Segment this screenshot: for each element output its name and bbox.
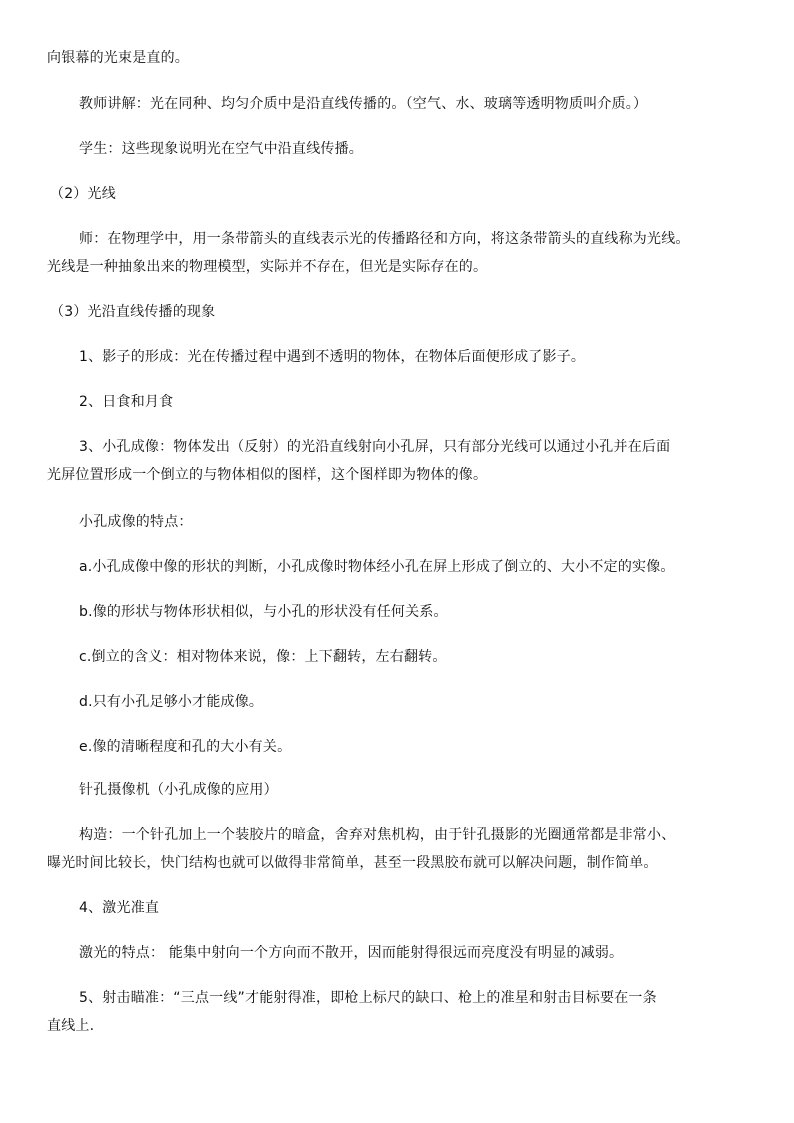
feature-item-b: b.像的形状与物体形状相似，与小孔的形状没有任何关系。 [79,604,448,620]
paragraph-line: 光屏位置形成一个倒立的与物体相似的图样，这个图样即为物体的像。 [47,467,488,483]
feature-item-a: a.小孔成像中像的形状的判断，小孔成像时物体经小孔在屏上形成了倒立的、大小不定的实像。 [79,559,675,575]
feature-item-d: d.只有小孔足够小才能成像。 [79,694,264,710]
paragraph-line: 激光的特点： 能集中射向一个方向而不散开，因而能射得很远而亮度没有明显的减弱。 [79,945,624,961]
subheading-pinhole-camera: 针孔摄像机（小孔成像的应用） [79,782,278,798]
paragraph-line: 构造：一个针孔加上一个装胶片的暗盒，舍弃对焦机构，由于针孔摄影的光圈通常都是非常小、 [79,827,676,843]
list-item-laser: 4、激光准直 [79,900,160,916]
paragraph-line: 师：在物理学中，用一条带箭头的直线表示光的传播路径和方向，将这条带箭头的直线称为光线。 [79,231,690,247]
paragraph-line: 曝光时间比较长，快门结构也就可以做得非常简单，甚至一段黑胶布就可以解决问题，制作简单。 [47,855,658,871]
list-item-eclipse: 2、日食和月食 [79,394,174,410]
list-item-shadow: 1、影子的形成：光在传播过程中遇到不透明的物体，在物体后面便形成了影子。 [79,349,586,365]
teacher-explanation: 教师讲解：光在同种、均匀介质中是沿直线传播的。（空气、水、玻璃等透明物质叫介质。） [79,96,648,112]
section-heading-phenomena: （3）光沿直线传播的现象 [50,304,216,320]
paragraph-line: 直线上. [47,1018,95,1034]
list-item-aiming: 5、射击瞄准：“三点一线”才能射得准，即枪上标尺的缺口、枪上的准星和射击目标要在一条 [79,990,657,1006]
subheading-pinhole-features: 小孔成像的特点： [79,514,193,530]
list-item-pinhole: 3、小孔成像：物体发出（反射）的光沿直线射向小孔屏，只有部分光线可以通过小孔并在后面 [79,439,671,455]
paragraph-line: 向银幕的光束是直的。 [47,50,189,66]
feature-item-c: c.倒立的含义：相对物体来说，像：上下翻转，左右翻转。 [79,649,447,665]
paragraph-line: 光线是一种抽象出来的物理模型，实际并不存在，但光是实际存在的。 [47,259,488,275]
student-statement: 学生：这些现象说明光在空气中沿直线传播。 [79,141,363,157]
section-heading-light-ray: （2）光线 [50,186,116,202]
feature-item-e: e.像的清晰程度和孔的大小有关。 [79,739,292,755]
